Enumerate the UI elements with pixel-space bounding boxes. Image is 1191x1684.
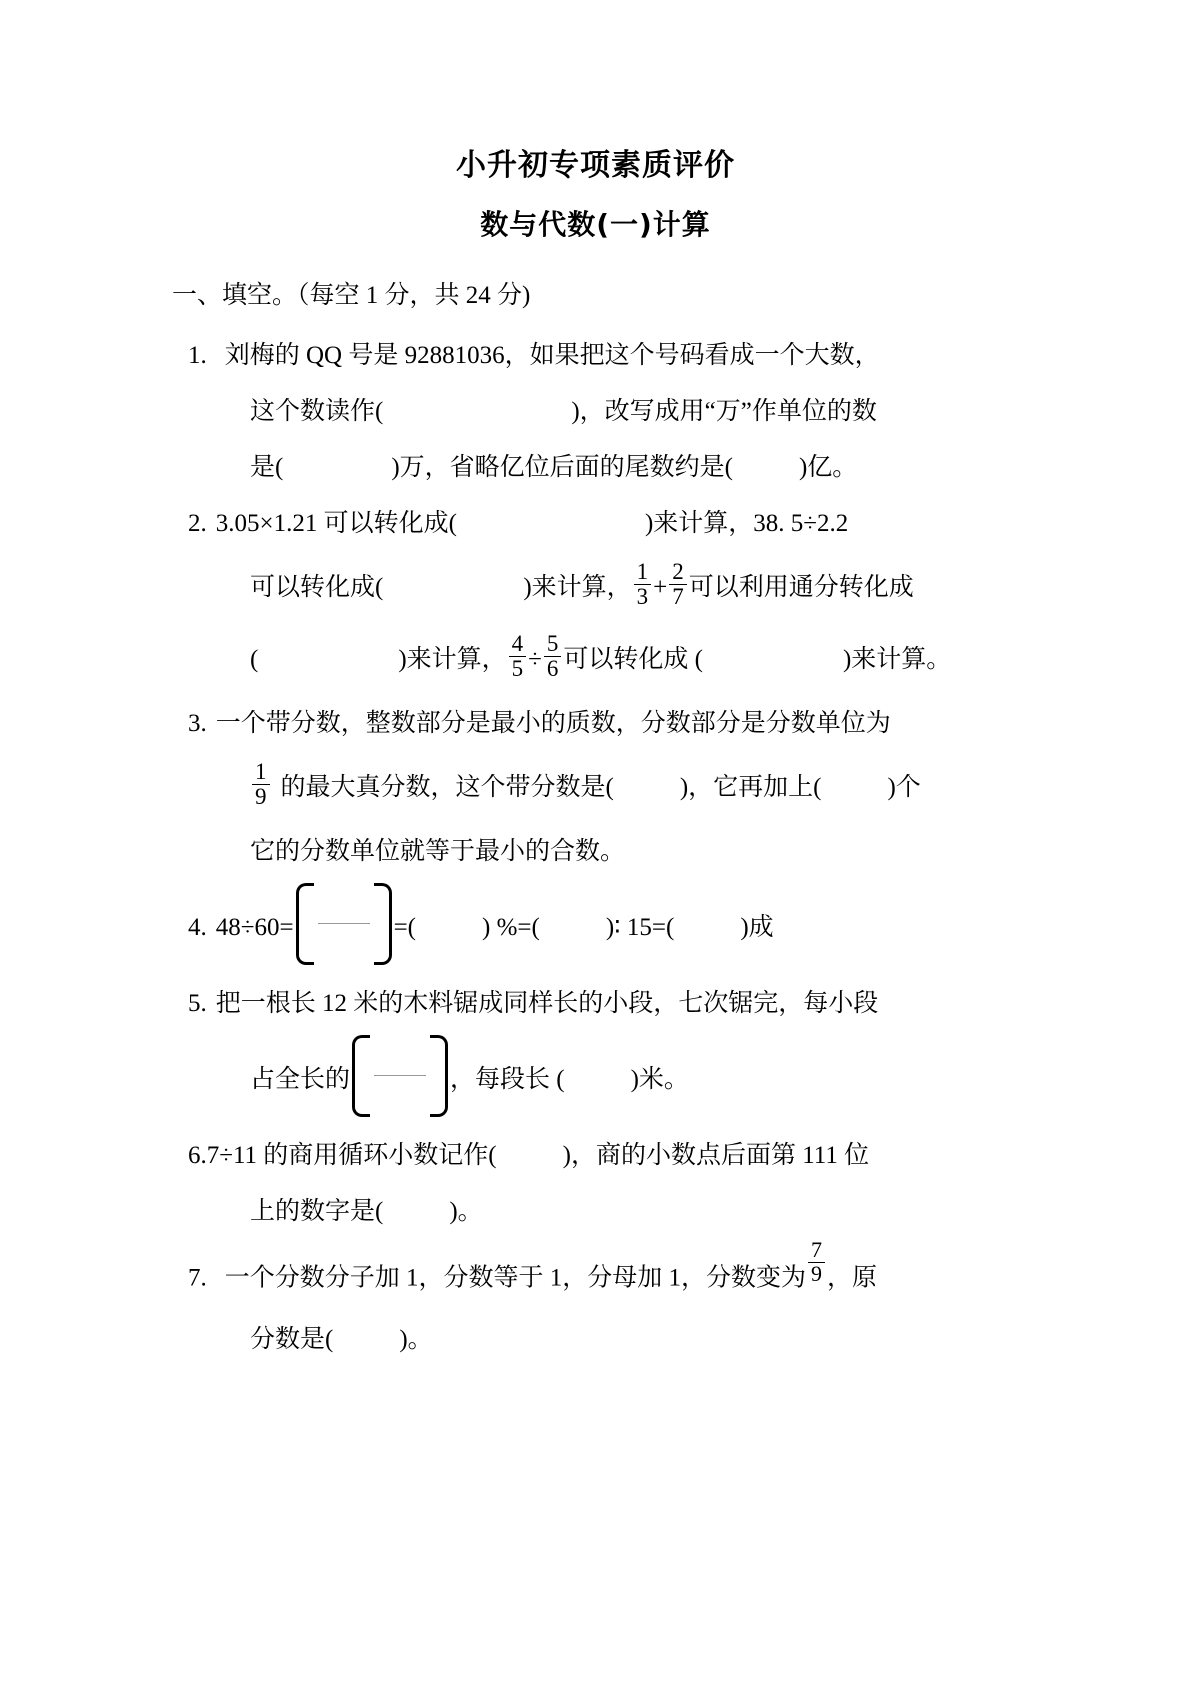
question-6-text-2b: )。 [449,1198,483,1226]
fraction-one-third: $\frac{1}{3}$ [634,560,652,608]
question-5-text-1: 把一根长 12 米的木料锯成同样长的小段，七次锯完，每小段 [215,990,879,1018]
question-4-text-1b: =( [393,914,417,942]
section-heading: 一、填空。（每空 1 分，共 24 分) [172,281,531,309]
question-2-line-1 [188,496,1131,552]
question-1-line-1 [188,328,1131,384]
question-2-text-3b: )来计算， [398,646,507,674]
fraction-four-fifths: $\frac{4}{5}$ [509,632,527,680]
question-1-text-3a: 是( [250,454,284,482]
question-7-text-1b: ，原 [827,1264,878,1292]
question-2-number: 2. [188,510,207,538]
question-6-text-1b: )，商的小数点后面第 111 位 [562,1142,870,1170]
question-1-text-1: 刘梅的 QQ 号是 92881036，如果把这个号码看成一个大数， [224,342,880,370]
fraction-two-sevenths: $\frac{2}{7}$ [669,560,687,608]
question-2-line-3 [188,624,1131,696]
question-5-text-2a: 占全长的 [250,1066,351,1094]
question-5-text-2b: ，每段长 ( [450,1066,565,1094]
question-2-text-2a: 可以转化成( [250,574,384,602]
question-3-text-2b: )，它再加上( [679,774,822,802]
question-5-text-2c: )米。 [630,1066,689,1094]
question-1 [0,328,1191,496]
plus-sign: + [653,574,668,602]
question-7-text-1a: 一个分数分子加 1，分数等于 1，分母加 1，分数变为 [224,1264,807,1292]
question-4-line-1 [188,880,1131,976]
question-3-text-2a: 的最大真分数，这个带分数是( [280,774,614,802]
question-3-text-3: 它的分数单位就等于最小的合数。 [250,838,626,866]
question-3-text-2c: )个 [887,774,921,802]
divide-sign: ÷ [528,646,542,674]
fraction-one-ninth: $\frac{1}{9}$ [252,760,270,808]
page-title: 小升初专项素质评价 [456,148,735,183]
question-3 [0,696,1191,880]
question-1-text-2b: )，改写成用“万”作单位的数 [571,398,877,426]
question-3-line-2 [188,752,1131,824]
question-4-number: 4. [188,914,207,942]
question-6 [0,1128,1191,1240]
question-2-text-1b: )来计算，38. 5÷2.2 [644,510,849,538]
question-6-text-2a: 上的数字是( [250,1198,384,1226]
question-2-text-3a: ( [250,646,259,674]
question-7-text-2a: 分数是( [250,1326,334,1354]
question-5-line-2 [188,1032,1131,1128]
question-1-text-3c: )亿。 [798,454,858,482]
question-1-text-3b: )万，省略亿位后面的尾数约是( [391,454,733,482]
question-4-text-1e: )成 [740,914,774,942]
page-subtitle: 数与代数(一)计算 [480,208,711,241]
question-2-line-2 [188,552,1131,624]
question-6-text-1a: 7÷11 的商用循环小数记作( [206,1142,497,1170]
question-2-text-2b: )来计算， [523,574,632,602]
question-2 [0,496,1191,696]
question-5-line-1 [188,976,1131,1032]
question-4-text-1d: )∶ 15=( [605,914,675,942]
fraction-five-sixths: $\frac{5}{6}$ [544,632,562,680]
question-1-number: 1. [188,342,207,370]
question-1-line-2 [188,384,1131,440]
question-7-number: 7. [188,1264,207,1292]
question-6-number: 6. [188,1142,207,1170]
question-1-line-3 [188,440,1131,496]
question-6-line-2 [188,1184,1131,1240]
question-2-text-1a: 3.05×1.21 可以转化成( [215,510,457,538]
question-7-text-2b: )。 [399,1326,433,1354]
empty-fraction-box[interactable] [296,883,392,965]
question-7-line-1 [188,1237,1131,1312]
question-3-text-1: 一个带分数，整数部分是最小的质数，分数部分是分数单位为 [215,710,891,738]
question-2-text-3d: )来计算。 [842,646,952,674]
question-3-line-3 [188,824,1131,880]
question-2-text-2c: 可以利用通分转化成 [688,574,914,602]
question-3-line-1 [188,696,1131,752]
question-6-line-1 [188,1128,1131,1184]
question-1-text-2a: 这个数读作( [250,398,384,426]
question-7 [0,1237,1191,1368]
question-list [0,328,1191,1368]
question-4-text-1a: 48÷60= [215,914,294,942]
question-4-text-1c: ) %=( [482,914,540,942]
question-3-number: 3. [188,710,207,738]
fraction-seven-ninths: $\frac{7}{9}$ [808,1239,825,1285]
question-5 [0,976,1191,1128]
question-4 [0,880,1191,976]
question-2-text-3c: 可以转化成 ( [563,646,703,674]
question-7-line-2 [188,1312,1131,1368]
empty-fraction-box[interactable] [352,1035,448,1117]
question-5-number: 5. [188,990,207,1018]
